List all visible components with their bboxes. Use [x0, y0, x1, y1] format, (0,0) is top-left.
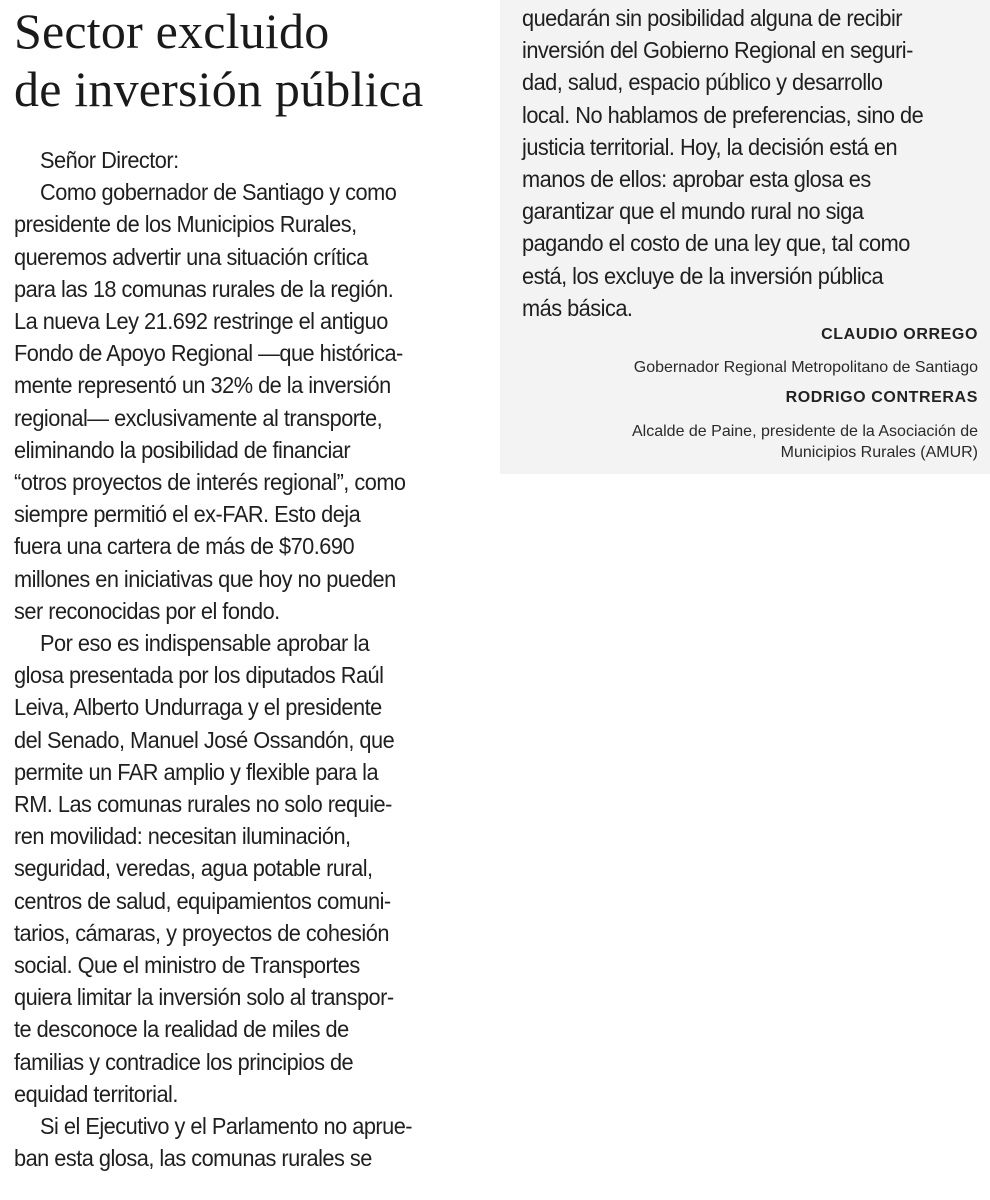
signatory-role — [634, 357, 978, 378]
headline-line: Sector excluido — [14, 3, 330, 59]
body-line: presidente de los Municipios Rurales, — [14, 211, 357, 238]
signatory-role-line: Gobernador Regional Metropolitano de Santiago — [633, 359, 978, 376]
signatory-name: CLAUDIO ORREGO — [821, 326, 978, 343]
headline — [14, 2, 423, 118]
body-line: quedarán sin posibilidad alguna de recibir — [522, 5, 903, 31]
body-line: glosa presentada por los diputados Raúl — [14, 662, 384, 689]
body-line: está, los excluye de la inversión pública — [522, 262, 884, 289]
signatory-name: RODRIGO CONTRERAS — [785, 389, 978, 406]
body-line: La nueva Ley 21.692 restringe el antiguo — [14, 308, 388, 335]
body-line: Fondo de Apoyo Regional —que histórica- — [14, 340, 403, 367]
body-line: fuera una cartera de más de $70.690 — [14, 533, 355, 560]
body-line: regional— exclusivamente al transporte, — [14, 404, 383, 431]
left-column — [14, 144, 490, 1175]
signatory-role — [632, 421, 978, 463]
signatory-role-line: Alcalde de Paine, presidente de la Asociación de — [631, 423, 978, 440]
body-line: ban esta glosa, las comunas rurales se — [14, 1145, 372, 1172]
body-line: inversión del Gobierno Regional en seguri- — [522, 37, 913, 64]
body-line: ser reconocidas por el fondo. — [14, 597, 280, 624]
signatory-role-line: Municipios Rurales (AMUR) — [780, 444, 978, 461]
body-line: Si el Ejecutivo y el Parlamento no aprue- — [40, 1113, 413, 1140]
body-line: tarios, cámaras, y proyectos de cohesión — [14, 919, 389, 946]
body-line: social. Que el ministro de Transportes — [14, 952, 360, 979]
body-line: familias y contradice los principios de — [14, 1048, 354, 1075]
body-line: permite un FAR amplio y flexible para la — [14, 758, 379, 785]
body-line: dad, salud, espacio público y desarrollo — [522, 69, 883, 96]
body-line: Leiva, Alberto Undurraga y el presidente — [14, 694, 382, 721]
body-line: seguridad, veredas, agua potable rural, — [14, 855, 373, 882]
body-line: millones en iniciativas que hoy no pueden — [14, 565, 396, 592]
body-line: siempre permitió el ex-FAR. Esto deja — [14, 501, 361, 528]
body-line: manos de ellos: aprobar esta glosa es — [522, 166, 871, 193]
body-line: mente representó un 32% de la inversión — [14, 372, 391, 399]
body-line: “otros proyectos de interés regional”, como — [14, 469, 406, 496]
signature-name — [821, 326, 978, 344]
signature-name — [786, 389, 978, 407]
body-line: RM. Las comunas rurales no solo requie- — [14, 791, 392, 818]
body-line: Por eso es indispensable aprobar la — [40, 630, 370, 657]
headline-line: de inversión pública — [14, 61, 424, 117]
body-line: justicia territorial. Hoy, la decisión está en — [522, 133, 898, 160]
right-column — [500, 0, 990, 474]
body-line: quiera limitar la inversión solo al transpor- — [14, 984, 394, 1011]
body-line: queremos advertir una situación crítica — [14, 243, 368, 270]
body-line: ren movilidad: necesitan iluminación, — [14, 823, 351, 850]
body-line: garantizar que el mundo rural no siga — [522, 198, 864, 225]
body-line: para las 18 comunas rurales de la región. — [14, 275, 394, 302]
body-line: pagando el costo de una ley que, tal como — [522, 230, 910, 257]
body-line: equidad territorial. — [14, 1080, 178, 1107]
body-line: te desconoce la realidad de miles de — [14, 1016, 349, 1043]
body-line: del Senado, Manuel José Ossandón, que — [14, 726, 395, 753]
body-line: más básica. — [522, 294, 633, 321]
body-line: Como gobernador de Santiago y como — [40, 179, 397, 206]
body-line: local. No hablamos de preferencias, sino de — [522, 101, 924, 128]
salutation: Señor Director: — [40, 147, 179, 173]
body-line: centros de salud, equipamientos comuni- — [14, 887, 391, 914]
body-line: eliminando la posibilidad de financiar — [14, 436, 351, 463]
